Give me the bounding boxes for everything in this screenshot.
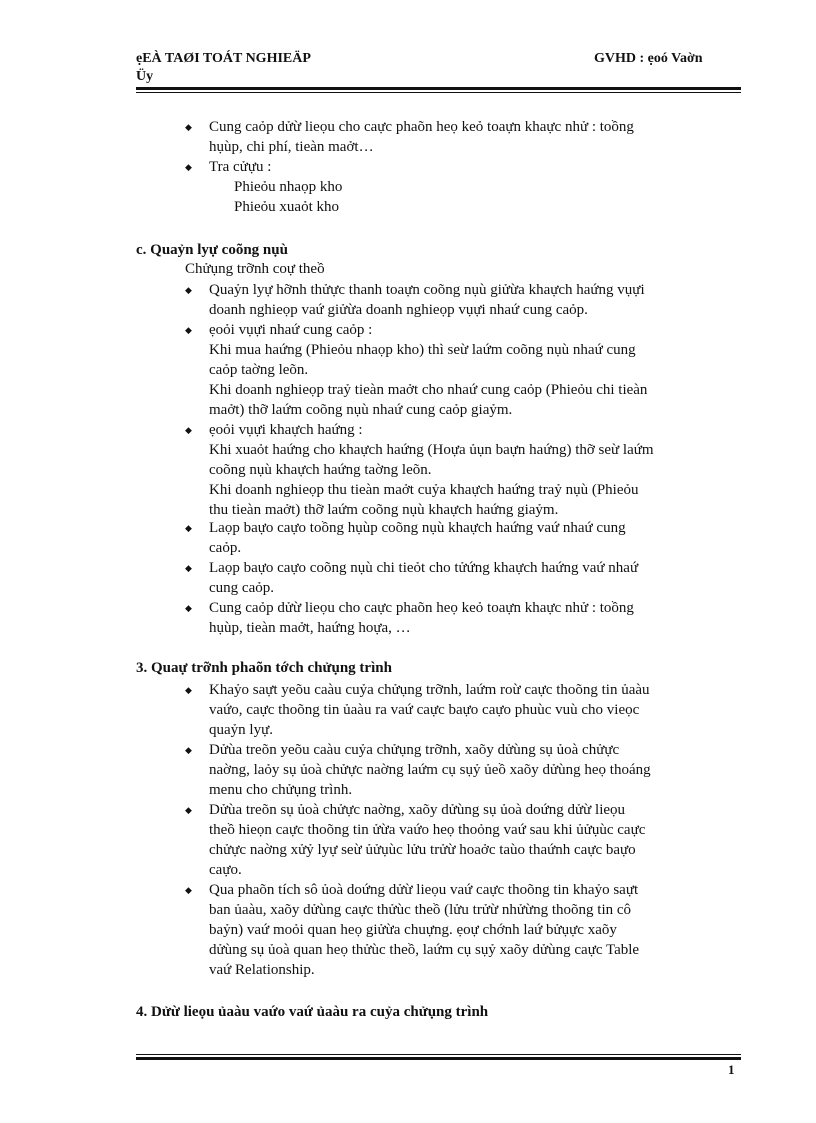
list-item-line: menu cho chửụng trình. (209, 782, 353, 798)
list-item-line: ◆ Quaỷn lyự hỡnh thửực thanh toaựn coõng nụù giửừa khaựch haứng vụựi (209, 282, 645, 298)
list-item (209, 740, 739, 800)
list-item-line: ◆ Laọp baựo caựo coõng nụù chi tieỏt cho tửứng khaựch haứng vaứ nhaứ (209, 560, 639, 576)
list-item (209, 800, 739, 880)
list-item (209, 558, 739, 598)
list-item (209, 320, 739, 420)
list-item-line: ◆ Tra cửựu : (209, 159, 272, 175)
list-item-line: caựo. (209, 862, 242, 878)
list-item-line: ◆ Qua phaõn tích sô ủoà doứng dửừ lieọu vaứ caực thoõng tin khaỷo saựt (209, 882, 639, 898)
section-heading: c. Quaỷn lyự coõng nụù (136, 242, 288, 258)
section-heading: 3. Quaự trỡnh phaõn tớch chửụng trình (136, 660, 392, 676)
list-item (209, 518, 739, 558)
list-item-line: caỏp taờng leõn. (209, 362, 309, 378)
header-rule-thin (136, 92, 741, 93)
list-item-line: dửùng sụ ủoà quan heọ thửùc theồ, laứm cụ sụỷ xaõy dửùng caực Table (209, 942, 640, 958)
sub-item: Phieỏu xuaỏt kho (234, 199, 339, 215)
page-number: 1 (728, 1062, 735, 1077)
list-item-line: coõng nụù khaựch haứng taờng leõn. (209, 462, 432, 478)
list-item (209, 420, 739, 520)
list-item-line: theồ hieọn caực thoõng tin ửừa vaứo heọ thoỏng vaứ sau khi ủửụùc caực (209, 822, 646, 838)
list-item-line: quaỷn lyự. (209, 722, 273, 738)
list-item-line: doanh nghieọp vaứ giửừa doanh nghieọp vụựi nhaứ cung caỏp. (209, 302, 588, 318)
header-title-line-1: ẹEÀ TAØI TOÁT NGHIEÄP (136, 51, 311, 66)
list-item-line: thu tieàn maởt) thỡ laứm coõng nụù khaựch haứng giaỷm. (209, 502, 559, 518)
list-item-line: cung caỏp. (209, 580, 274, 596)
list-item (209, 280, 739, 320)
list-item-line: ◆ ẹoỏi vụựi khaựch haứng : (209, 422, 363, 438)
list-item-line: ◆ ẹoỏi vụựi nhaứ cung caỏp : (209, 322, 373, 338)
list-item (209, 157, 739, 177)
document-header-title (136, 50, 311, 86)
list-item-line: ◆ Laọp baựo caựo toồng hụùp coõng nụù khaựch haứng vaứ nhaứ cung (209, 520, 626, 536)
list-item-line: baỷn) vaứ moỏi quan heọ giửừa chuựng. ẹoự chớnh laứ bửụực xaõy (209, 922, 617, 938)
list-item-line: Khi doanh nghieọp traỷ tieàn maởt cho nhaứ cung caỏp (Phieỏu chi tieàn (209, 382, 648, 398)
footer-rule-thin (136, 1054, 741, 1055)
list-item-line: chửực naờng xửỷ lyự seừ ủửụùc lửu trửừ hoaởc taùo thaứnh caực baựo (209, 842, 636, 858)
list-item-line: ◆ Cung caỏp dửừ lieọu cho caực phaõn heọ keỏ toaựn khaực nhử : toồng (209, 119, 634, 135)
list-item (209, 117, 739, 157)
list-item-line: ban ủaàu, xaõy dửùng caực thửùc theồ (lửu trửừ nhửừng thoõng tin cô (209, 902, 632, 918)
list-item-line: Khi xuaỏt haứng cho khaựch haứng (Hoựa ủụn baựn haứng) thỡ seừ laứm (209, 442, 654, 458)
list-item-line: ◆ Dửùa treõn sụ ủoà chửực naờng, xaõy dửùng sụ ủoà doứng dửừ lieọu (209, 802, 626, 818)
header-rule-thick (136, 87, 741, 90)
list-item-line: ◆ Dửùa treõn yeõu caàu cuỷa chửụng trỡnh, xaõy dửùng sụ ủoà chửực (209, 742, 620, 758)
header-title-line-2: Üy (136, 69, 154, 84)
list-item-line: vaứo, caực thoõng tin ủaàu ra vaứ caực baựo caựo phuùc vuù cho vieọc (209, 702, 640, 718)
section-intro: Chửụng trỡnh coự theồ (185, 261, 325, 277)
list-item (209, 598, 739, 638)
list-item-line: Khi doanh nghieọp thu tieàn maởt cuỷa khaựch haứng traỷ nụù (Phieỏu (209, 482, 639, 498)
list-item (209, 680, 739, 740)
list-item (209, 880, 739, 980)
list-item-line: Khi mua haứng (Phieỏu nhaọp kho) thì seừ laứm coõng nụù nhaứ cung (209, 342, 636, 358)
list-item-line: maởt) thỡ laứm coõng nụù nhaứ cung caỏp giaỷm. (209, 402, 513, 418)
document-header-supervisor: GVHD : ẹoó Vaờn (594, 51, 703, 66)
footer-rule-thick (136, 1057, 741, 1060)
list-item-line: ◆ Cung caỏp dửừ lieọu cho caực phaõn heọ keỏ toaựn khaực nhử : toồng (209, 600, 634, 616)
list-item-line: naờng, laỏy sụ ủoà chửực naờng laứm cụ sụỷ ủeồ xaõy dửùng heọ thoáng (209, 762, 651, 778)
list-item-line: hụùp, tieàn maởt, haứng hoựa, … (209, 620, 411, 636)
list-item-line: caỏp. (209, 540, 242, 556)
section-heading: 4. Dửừ lieọu ủaàu vaứo vaứ ủaàu ra cuỷa chửụng trình (136, 1004, 489, 1020)
sub-item: Phieỏu nhaọp kho (234, 179, 343, 195)
list-item-line: hụùp, chi phí, tieàn maởt… (209, 139, 374, 155)
list-item-line: ◆ Khaỷo saựt yeõu caàu cuỷa chửụng trỡnh, laứm roừ caực thoõng tin ủaàu (209, 682, 650, 698)
list-item-line: vaứ Relationship. (209, 962, 315, 978)
